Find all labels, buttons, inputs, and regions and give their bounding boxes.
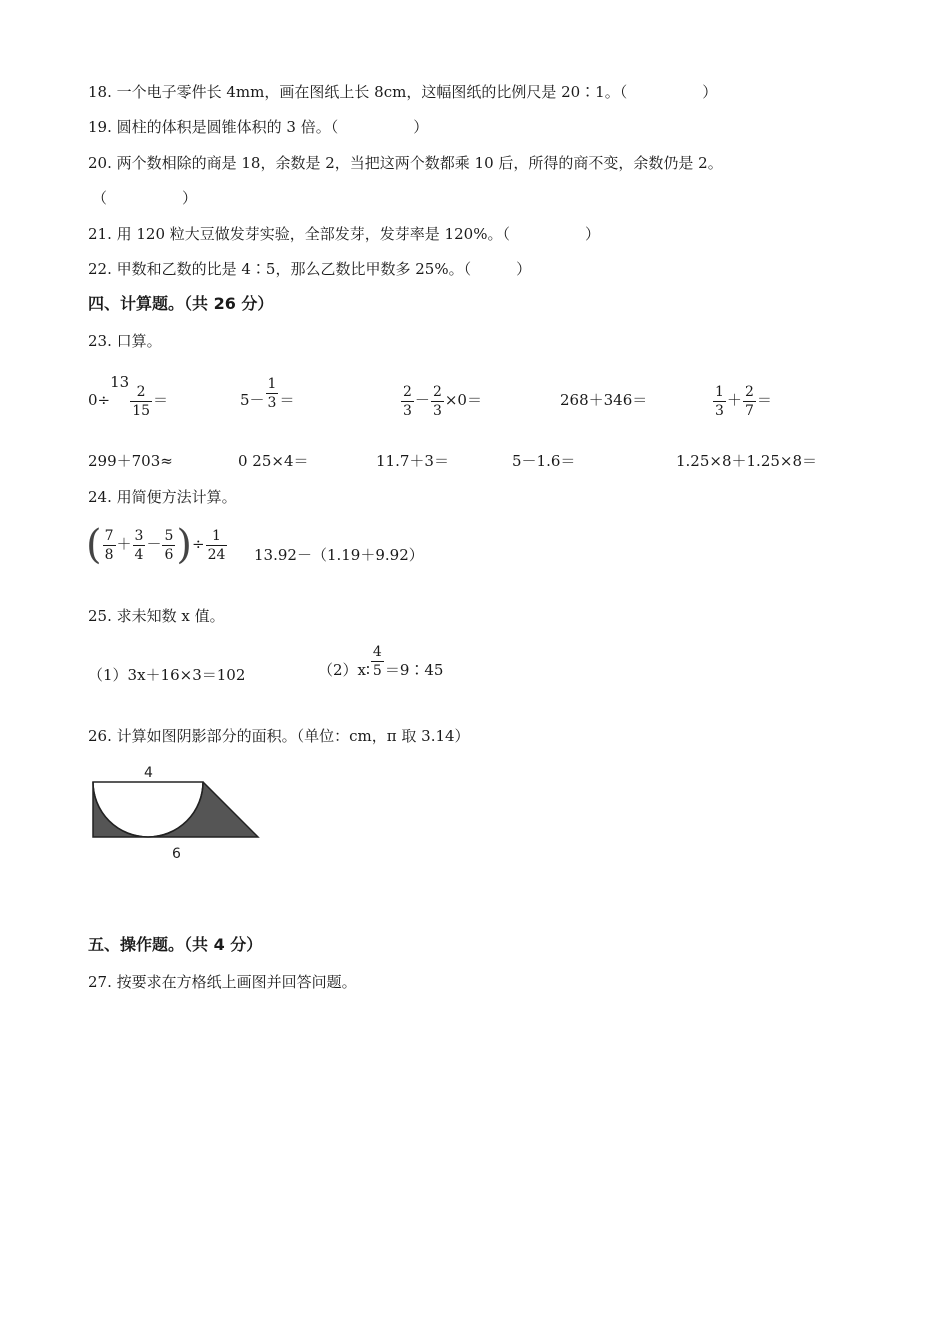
calc-8: 11.7＋3＝ [376, 452, 449, 470]
calc-3: $\frac{2}{3}$ － $\frac{2}{3}$ ×0＝ [403, 383, 482, 419]
simple-calc-1: ( $\frac{7}{8}$ ＋ $\frac{3}{4}$ － $\frac{5}{6}$ )÷ $\frac{1}{24}$ [86, 522, 226, 568]
question-22: 22. 甲数和乙数的比是 4∶5，那么乙数比甲数多 25%。（ ） [88, 260, 532, 278]
equation-2: （2）x∶ $\frac{4}{5}$ ＝9∶45 [318, 643, 444, 679]
question-20: 20. 两个数相除的商是 18，余数是 2，当把这两个数都乘 10 后，所得的商不变，余数仍是 2。 [88, 154, 723, 172]
question-21: 21. 用 120 粒大豆做发芽实验，全部发芽，发芽率是 120%。（ ） [88, 225, 600, 243]
equation-1: （1）3x＋16×3＝102 [88, 666, 246, 684]
calc-9: 5－1.6＝ [512, 452, 576, 470]
question-19: 19. 圆柱的体积是圆锥体积的 3 倍。（ ） [88, 118, 429, 136]
top-dimension-label: 4 [144, 765, 153, 781]
question-26: 26. 计算如图阴影部分的面积。（单位：cm，π 取 3.14） [88, 727, 470, 745]
bottom-dimension-label: 6 [172, 846, 181, 862]
calc-1: 0÷13 $\frac{2}{15}$ ＝ [88, 373, 169, 419]
question-23: 23. 口算。 [88, 332, 162, 350]
calc-2: 5－ $\frac{1}{3}$ ＝ [240, 375, 295, 411]
question-20-blank: （ ） [92, 189, 198, 207]
shaded-area-figure [88, 762, 268, 862]
question-27: 27. 按要求在方格纸上画图并回答问题。 [88, 973, 357, 991]
calc-10: 1.25×8＋1.25×8＝ [676, 452, 818, 470]
section-4-heading: 四、计算题。（共 26 分） [88, 294, 274, 313]
question-25: 25. 求未知数 x 值。 [88, 607, 225, 625]
calc-7: 0 25×4＝ [238, 452, 309, 470]
calc-6: 299＋703≈ [88, 452, 173, 470]
question-24: 24. 用简便方法计算。 [88, 488, 237, 506]
simple-calc-2: 13.92－（1.19＋9.92） [254, 546, 424, 564]
section-5-heading: 五、操作题。（共 4 分） [88, 935, 263, 954]
calc-5: $\frac{1}{3}$ ＋ $\frac{2}{7}$ ＝ [715, 383, 772, 419]
question-18: 18. 一个电子零件长 4mm，画在图纸上长 8cm，这幅图纸的比例尺是 20∶1。（ ） [88, 83, 718, 101]
calc-4: 268＋346＝ [560, 391, 648, 409]
